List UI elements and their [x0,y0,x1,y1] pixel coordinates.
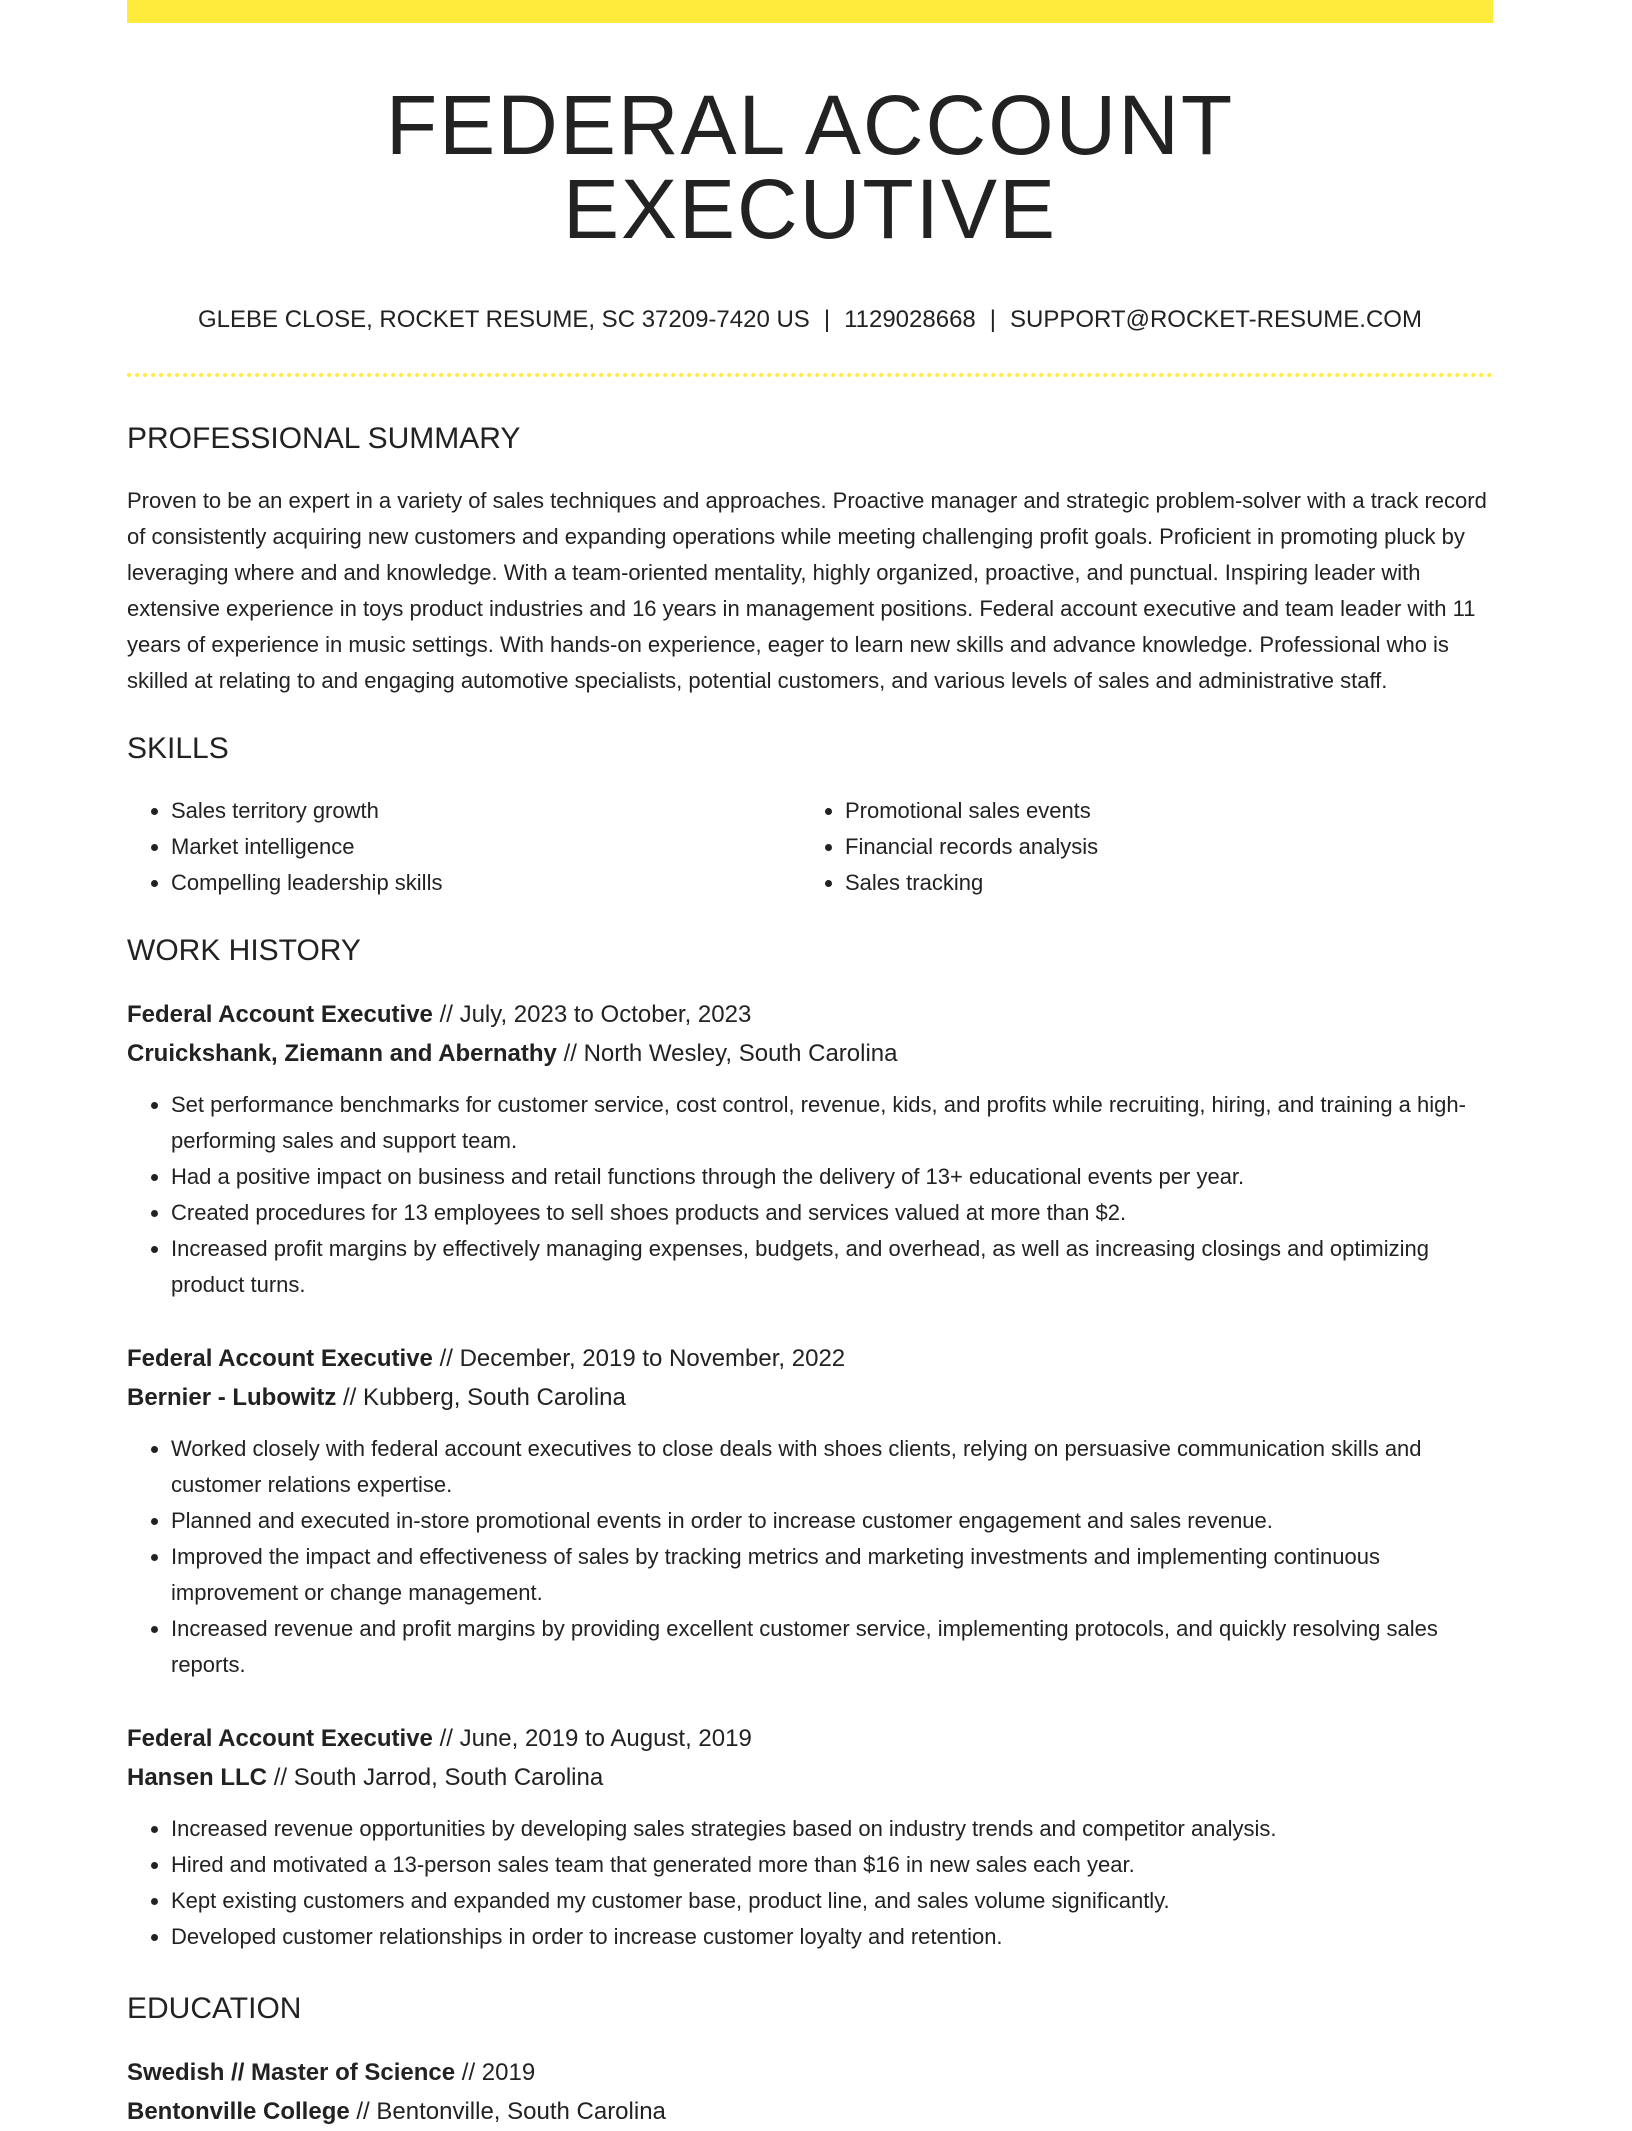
education-entry [127,2053,1493,2131]
job-dates: // July, 2023 to October, 2023 [439,1001,752,1028]
job-bullets [127,1431,1493,1683]
job-dates: // June, 2019 to August, 2019 [439,1725,752,1752]
resume-name: FEDERAL ACCOUNT EXECUTIVE [385,78,1235,256]
job-bullet: • Developed customer relationships in order to increase customer loyalty and retention. [171,1919,1493,1955]
skill-item: • Sales tracking [845,865,1475,901]
job-role: Federal Account Executive [127,1345,433,1372]
job-role: Federal Account Executive [127,1725,433,1752]
contact-separator: | [989,306,996,333]
education-school: Bentonville College [127,2098,350,2125]
skills-heading: SKILLS [127,732,229,765]
job-bullet: • Worked closely with federal account executives to close deals with shoes clients, relying on persuasive communication skills and customer relations expertise. [171,1431,1493,1503]
job-location: // Kubberg, South Carolina [343,1384,626,1411]
job-company: Hansen LLC [127,1764,268,1791]
job-bullet: • Hired and motivated a 13-person sales team that generated more than $16 in new sales each year. [171,1847,1493,1883]
job-title-line [127,1719,1493,1758]
job-title-line [127,995,1493,1034]
job-dates: // December, 2019 to November, 2022 [439,1345,846,1372]
skill-item: • Promotional sales events [845,793,1475,829]
header-divider [127,373,1493,377]
skill-item: • Compelling leadership skills [171,865,801,901]
job-bullet: • Kept existing customers and expanded my customer base, product line, and sales volume significantly. [171,1883,1493,1919]
contact-address: GLEBE CLOSE, ROCKET RESUME, SC 37209-7420 US [198,306,810,333]
job-company-line [127,1378,1493,1417]
job-bullet: • Created procedures for 13 employees to sell shoes products and services valued at more than $2. [171,1195,1493,1231]
job-location: // North Wesley, South Carolina [563,1040,898,1067]
job-entry [127,1339,1493,1683]
contact-separator: | [823,306,831,333]
contact-line [127,305,1493,335]
job-bullet: • Set performance benchmarks for customer service, cost control, revenue, kids, and profits while recruiting, hiring, and training a high-performing sales and support team. [171,1087,1493,1159]
job-location: // South Jarrod, South Carolina [273,1764,604,1791]
resume-content [127,23,1493,2131]
skill-item: • Financial records analysis [845,829,1475,865]
job-bullets [127,1087,1493,1303]
job-title-line [127,1339,1493,1378]
education-year: // 2019 [461,2059,536,2086]
summary-text: Proven to be an expert in a variety of sales techniques and approaches. Proactive manager and strategic problem-solver with a track record of consistently acquiring new customers and expanding operations while meeting challenging profit goals. Proficient in promoting pluck by leveraging where and and knowledge. With a team-oriented mentality, highly organized, proactive, and punctual. Inspiring leader with extensive experience in toys product industries and 16 years in management positions. Federal account executive and team leader with 11 years of experience in music settings. With hands-on experience, eager to learn new skills and advance knowledge. Professional who is skilled at relating to and engaging automotive specialists, potential customers, and various levels of sales and administrative staff. [127,488,1487,693]
education-degree: Swedish // Master of Science [127,2059,456,2086]
work-history-heading: WORK HISTORY [127,934,361,967]
job-role: Federal Account Executive [127,1001,433,1028]
job-company: Cruickshank, Ziemann and Abernathy [127,1040,557,1067]
contact-phone: 1129028668 [844,306,976,333]
job-bullet: • Increased revenue and profit margins by providing excellent customer service, implementing protocols, and quickly resolving sales reports. [171,1611,1493,1683]
job-bullet: • Planned and executed in-store promotional events in order to increase customer engagement and sales revenue. [171,1503,1493,1539]
skill-item: • Market intelligence [171,829,801,865]
job-bullet: • Improved the impact and effectiveness of sales by tracking metrics and marketing investments and implementing continuous improvement or change management. [171,1539,1493,1611]
skill-item: • Sales territory growth [171,793,801,829]
job-bullet: • Increased profit margins by effectively managing expenses, budgets, and overhead, as well as increasing closings and optimizing product turns. [171,1231,1493,1303]
education-heading: EDUCATION [127,1992,302,2025]
summary-heading: PROFESSIONAL SUMMARY [127,422,521,455]
job-entry [127,1719,1493,1955]
job-entry [127,995,1493,1303]
education-location: // Bentonville, South Carolina [356,2098,666,2125]
contact-email: SUPPORT@ROCKET-RESUME.COM [1010,306,1422,333]
job-bullets [127,1811,1493,1955]
accent-top-bar [127,0,1493,23]
job-company-line [127,1758,1493,1797]
skills-list [127,793,1493,901]
job-company: Bernier - Lubowitz [127,1384,337,1411]
job-bullet: • Had a positive impact on business and retail functions through the delivery of 13+ educational events per year. [171,1159,1493,1195]
education-degree-line [127,2053,1493,2092]
skills-column-right [801,793,1475,901]
skills-column-left [127,793,801,901]
job-company-line [127,1034,1493,1073]
job-bullet: • Increased revenue opportunities by developing sales strategies based on industry trends and competitor analysis. [171,1811,1493,1847]
